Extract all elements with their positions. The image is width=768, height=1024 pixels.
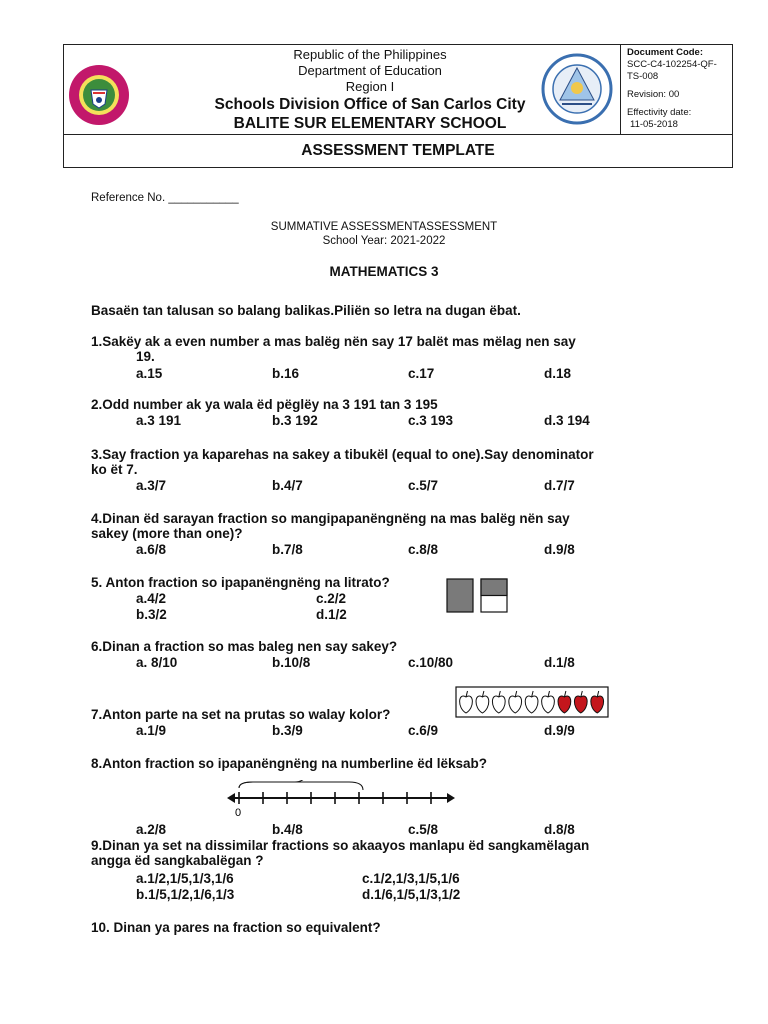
q2-option-c: c.3 193 bbox=[408, 413, 454, 428]
question-9: 9.Dinan ya set na dissimilar fractions so akaayos manlapu ëd sangkamëlagan bbox=[91, 838, 590, 853]
q2-option-d: d.3 194 bbox=[544, 413, 590, 428]
q5-option-c: c.2/2 bbox=[316, 591, 347, 606]
assessment-type: SUMMATIVE ASSESSMENTASSESSMENT bbox=[270, 221, 498, 233]
q2-option-a: a.3 191 bbox=[136, 413, 182, 428]
question-6: 6.Dinan a fraction so mas baleg nen say sakey? bbox=[91, 639, 398, 654]
q2-option-b: b.3 192 bbox=[272, 413, 318, 428]
q5-option-b: b.3/2 bbox=[136, 607, 167, 622]
effectivity-date: 11-05-2018 bbox=[630, 119, 678, 130]
q1-option-b: b.16 bbox=[272, 366, 300, 381]
q8-option-d: d.8/8 bbox=[544, 822, 575, 837]
header-department: Department of Education bbox=[298, 63, 442, 78]
q3-option-d: d.7/7 bbox=[544, 478, 575, 493]
revision: Revision: 00 bbox=[627, 89, 680, 100]
header-vertical-divider bbox=[620, 44, 621, 134]
q6-option-d: d.1/8 bbox=[544, 655, 575, 670]
fraction-box-full bbox=[447, 579, 473, 612]
q7-option-d: d.9/9 bbox=[544, 723, 575, 738]
division-seal-icon bbox=[67, 60, 131, 130]
question-9-cont: angga ëd sangkabalëgan ? bbox=[91, 853, 264, 868]
question-3-cont: ko ët 7. bbox=[91, 462, 138, 477]
header-region: Region I bbox=[345, 79, 395, 94]
q8-option-b: b.4/8 bbox=[272, 822, 303, 837]
q9-option-d: d.1/6,1/5,1/3,1/2 bbox=[362, 887, 461, 902]
school-year: School Year: 2021-2022 bbox=[322, 235, 446, 247]
q9-option-b: b.1/5,1/2,1/6,1/3 bbox=[136, 887, 235, 902]
q7-option-b: b.3/9 bbox=[272, 723, 303, 738]
subject-title: MATHEMATICS 3 bbox=[329, 264, 439, 279]
school-seal-icon bbox=[540, 52, 614, 126]
doc-code-value-1: SCC-C4-102254-QF- bbox=[627, 59, 717, 70]
question-7: 7.Anton parte na set na prutas so walay kolor? bbox=[91, 707, 391, 722]
q7-option-c: c.6/9 bbox=[408, 723, 439, 738]
fraction-box-half-shaded bbox=[481, 579, 507, 596]
header-division: Schools Division Office of San Carlos City bbox=[214, 96, 526, 113]
q1-option-d: d.18 bbox=[544, 366, 572, 381]
q8-option-c: c.5/8 bbox=[408, 822, 439, 837]
q6-option-a: a. 8/10 bbox=[136, 655, 178, 670]
doc-code-label: Document Code: bbox=[627, 47, 703, 58]
instructions: Basaën tan talusan so balang balikas.Piliën so letra na dugan ëbat. bbox=[91, 303, 521, 318]
question-1-cont: 19. bbox=[136, 349, 155, 364]
q1-option-a: a.15 bbox=[136, 366, 163, 381]
q6-option-b: b.10/8 bbox=[272, 655, 311, 670]
q4-option-d: d.9/8 bbox=[544, 542, 575, 557]
q3-option-c: c.5/7 bbox=[408, 478, 439, 493]
header-school: BALITE SUR ELEMENTARY SCHOOL bbox=[233, 115, 507, 132]
question-5: 5. Anton fraction so ipapanëngnëng na litrato? bbox=[91, 575, 390, 590]
q5-option-d: d.1/2 bbox=[316, 607, 347, 622]
q8-option-a: a.2/8 bbox=[136, 822, 167, 837]
q4-option-b: b.7/8 bbox=[272, 542, 303, 557]
q5-option-a: a.4/2 bbox=[136, 591, 167, 606]
question-8: 8.Anton fraction so ipapanëngnëng na numberline ëd lëksab? bbox=[91, 756, 488, 771]
q7-option-a: a.1/9 bbox=[136, 723, 167, 738]
template-title: ASSESSMENT TEMPLATE bbox=[301, 142, 495, 159]
question-1: 1.Sakëy ak a even number a mas balëg nën say 17 balët mas mëlag nen say bbox=[91, 334, 576, 349]
q4-option-c: c.8/8 bbox=[408, 542, 439, 557]
number-line-figure bbox=[225, 780, 459, 820]
q3-option-a: a.3/7 bbox=[136, 478, 167, 493]
q6-option-c: c.10/80 bbox=[408, 655, 454, 670]
q9-option-c: c.1/2,1/3,1/5,1/6 bbox=[362, 871, 460, 886]
fraction-boxes-figure bbox=[446, 578, 510, 614]
question-3: 3.Say fraction ya kaparehas na sakey a tibukël (equal to one).Say denominator bbox=[91, 447, 594, 462]
header-divider bbox=[63, 134, 733, 135]
header-republic: Republic of the Philippines bbox=[293, 47, 447, 62]
doc-code-value-2: TS-008 bbox=[627, 71, 659, 82]
apple-set-figure bbox=[455, 686, 609, 718]
question-10: 10. Dinan ya pares na fraction so equivalent? bbox=[91, 920, 381, 935]
q4-option-a: a.6/8 bbox=[136, 542, 167, 557]
question-4: 4.Dinan ëd sarayan fraction so mangipapanëngnëng na mas balëg nën say bbox=[91, 511, 570, 526]
reference-number: Reference No. ___________ bbox=[91, 192, 239, 204]
q3-option-b: b.4/7 bbox=[272, 478, 303, 493]
effectivity-label: Effectivity date: bbox=[627, 107, 692, 118]
question-2: 2.Odd number ak ya wala ëd pëglëy na 3 191 tan 3 195 bbox=[91, 397, 438, 412]
q1-option-c: c.17 bbox=[408, 366, 435, 381]
question-4-cont: sakey (more than one)? bbox=[91, 526, 243, 541]
number-line-zero: 0 bbox=[235, 807, 242, 819]
q9-option-a: a.1/2,1/5,1/3,1/6 bbox=[136, 871, 234, 886]
